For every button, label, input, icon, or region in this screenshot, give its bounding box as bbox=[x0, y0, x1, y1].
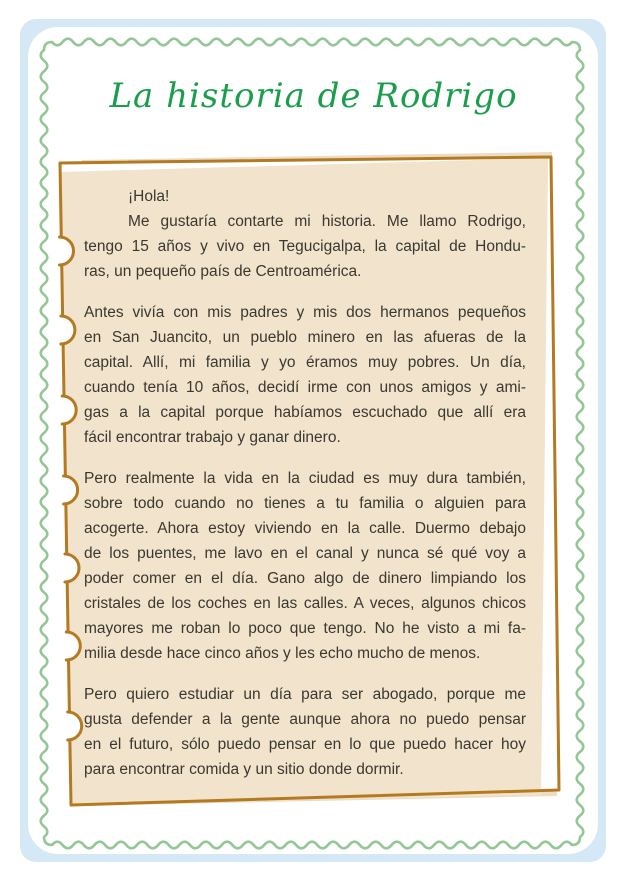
notch-hole bbox=[64, 476, 78, 504]
notch-hole bbox=[60, 237, 74, 265]
letter-line: Pero realmente la vida en la ciudad es muy dura también, bbox=[84, 470, 526, 487]
letter-paragraph bbox=[84, 466, 526, 666]
letter-line: mayores me roban lo poco que tengo. No he visto a mi fa- bbox=[84, 620, 526, 637]
letter-line: Antes vivía con mis padres y mis dos hermanos pequeños bbox=[84, 304, 526, 321]
letter-line: ras, un pequeño país de Centroamérica. bbox=[84, 263, 362, 280]
letter-line: sobre todo cuando no tienes a tu familia o alguien para bbox=[84, 495, 526, 512]
letter-paragraph bbox=[84, 300, 526, 450]
letter-line: de los puentes, me lavo en el canal y nunca sé qué voy a bbox=[84, 545, 526, 562]
notch-hole bbox=[62, 396, 76, 424]
letter-line: gas a la capital porque habíamos escuchado que allí era bbox=[84, 404, 526, 421]
letter-line: tengo 15 años y vivo en Tegucigalpa, la capital de Hondu- bbox=[84, 238, 526, 255]
letter-line: cristales de los coches en las calles. A veces, algunos chicos bbox=[84, 595, 526, 612]
notch-hole bbox=[68, 712, 82, 740]
letter-line: en el futuro, sólo puedo pensar en lo que puedo hacer hoy bbox=[84, 736, 526, 753]
letter-line: en San Juancito, un pueblo minero en las afueras de la bbox=[84, 329, 526, 346]
letter-line: milia desde hace cinco años y les echo mucho de menos. bbox=[84, 645, 481, 662]
letter-line: fácil encontrar trabajo y ganar dinero. bbox=[84, 429, 341, 446]
letter-line: gusta defender a la gente aunque ahora no puedo pensar bbox=[84, 711, 526, 728]
letter-line: para encontrar comida y un sitio donde dormir. bbox=[84, 761, 404, 778]
letter-line: Pero quiero estudiar un día para ser abogado, porque me bbox=[84, 686, 526, 703]
letter-paragraph bbox=[84, 184, 526, 284]
letter-paragraph bbox=[84, 682, 526, 782]
letter-line: cuando tenía 10 años, decidí irme con unos amigos y ami- bbox=[84, 379, 526, 396]
letter-text bbox=[84, 184, 526, 798]
letter-line: poder comer en el día. Gano algo de dinero limpiando los bbox=[84, 570, 526, 587]
notch-hole bbox=[65, 554, 79, 582]
letter-line: capital. Allí, mi familia y yo éramos muy pobres. Un día, bbox=[84, 354, 526, 371]
notch-hole bbox=[61, 316, 75, 344]
notch-hole bbox=[66, 632, 80, 660]
page-title: La historia de Rodrigo bbox=[109, 76, 518, 116]
letter-line: acogerte. Ahora estoy viviendo en la calle. Duermo debajo bbox=[84, 520, 526, 537]
letter-line: Me gustaría contarte mi historia. Me llamo Rodrigo, bbox=[128, 213, 526, 230]
letter-line: ¡Hola! bbox=[128, 188, 170, 205]
